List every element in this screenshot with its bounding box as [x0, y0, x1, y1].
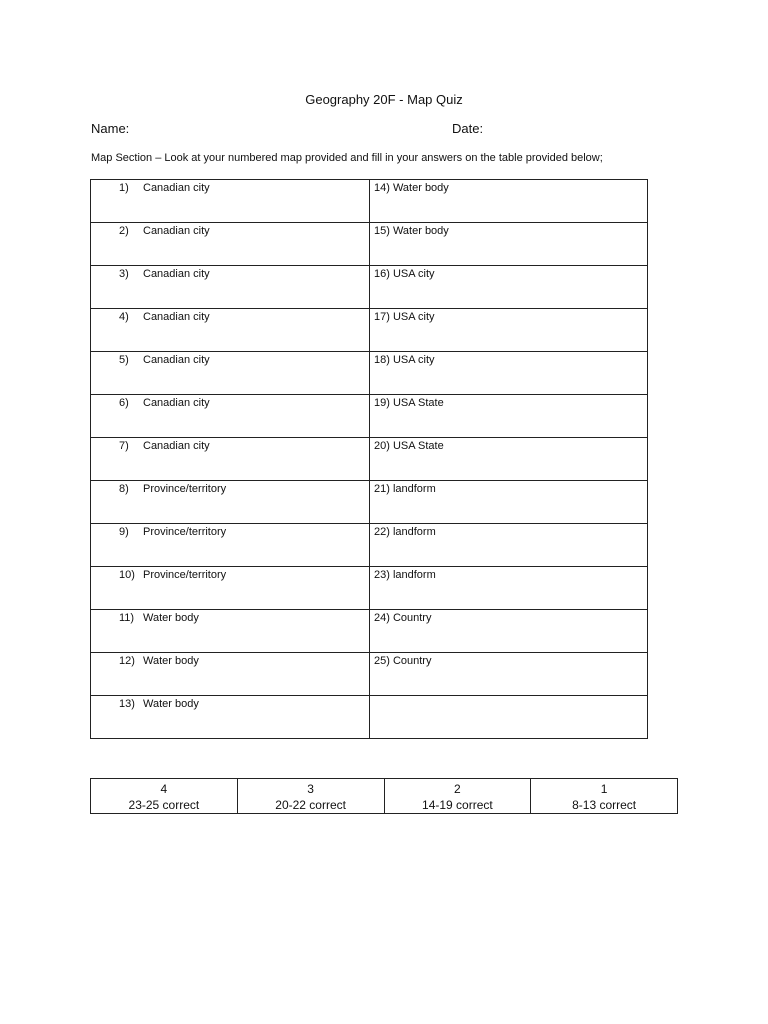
item-number: 4): [119, 311, 129, 323]
item-number: 8): [119, 483, 129, 495]
answer-cell[interactable]: [91, 180, 370, 223]
answer-cell[interactable]: [91, 395, 370, 438]
table-row: [91, 266, 648, 309]
answer-cell[interactable]: [370, 567, 648, 610]
answer-cell[interactable]: [370, 266, 648, 309]
item-label: 17) USA city: [374, 311, 435, 323]
answer-cell[interactable]: [91, 653, 370, 696]
table-row: [91, 438, 648, 481]
item-label: 19) USA State: [374, 397, 444, 409]
item-number: 5): [119, 354, 129, 366]
item-label: 20) USA State: [374, 440, 444, 452]
score-value: 3: [307, 781, 314, 796]
item-label: Canadian city: [143, 268, 210, 280]
table-row: [91, 567, 648, 610]
item-label: 25) Country: [374, 655, 432, 667]
answer-cell[interactable]: [370, 438, 648, 481]
table-row: [91, 481, 648, 524]
item-number: 12): [119, 655, 135, 667]
answer-cell[interactable]: [91, 223, 370, 266]
table-row: [91, 223, 648, 266]
answer-cell-empty[interactable]: [370, 696, 648, 739]
item-number: 9): [119, 526, 129, 538]
answer-cell[interactable]: [370, 352, 648, 395]
item-number: 7): [119, 440, 129, 452]
table-row: [91, 696, 648, 739]
score-range: 20-22 correct: [275, 797, 346, 812]
item-number: 11): [119, 612, 135, 624]
answer-cell[interactable]: [370, 524, 648, 567]
score-range: 14-19 correct: [422, 797, 493, 812]
score-range: 23-25 correct: [128, 797, 200, 812]
score-table: [90, 778, 678, 814]
score-cell: [237, 779, 384, 814]
answer-cell[interactable]: [370, 395, 648, 438]
item-label: 22) landform: [374, 526, 436, 538]
answer-cell[interactable]: [91, 266, 370, 309]
page-title: Geography 20F - Map Quiz: [305, 92, 463, 107]
item-label: Province/territory: [143, 483, 227, 495]
item-label: 24) Country: [374, 612, 432, 624]
answer-cell[interactable]: [91, 524, 370, 567]
item-label: Province/territory: [143, 526, 227, 538]
answer-cell[interactable]: [370, 309, 648, 352]
item-label: Water body: [143, 698, 199, 710]
item-label: Canadian city: [143, 182, 210, 194]
score-value: 1: [600, 781, 608, 796]
table-row: [91, 653, 648, 696]
answer-cell[interactable]: [91, 438, 370, 481]
name-label: Name:: [91, 121, 130, 136]
item-label: 21) landform: [374, 483, 436, 495]
item-label: Canadian city: [143, 397, 210, 409]
instructions-text: Map Section – Look at your numbered map provided and fill in your answers on the table provided below;: [91, 152, 603, 164]
item-label: 23) landform: [374, 569, 436, 581]
item-number: 13): [119, 698, 135, 710]
item-label: Water body: [143, 655, 199, 667]
table-row: [91, 352, 648, 395]
item-label: Canadian city: [143, 225, 210, 237]
answer-cell[interactable]: [370, 653, 648, 696]
answer-cell[interactable]: [91, 481, 370, 524]
item-label: 18) USA city: [374, 354, 435, 366]
item-label: Canadian city: [143, 440, 210, 452]
date-label: Date:: [452, 121, 484, 136]
item-label: 16) USA city: [374, 268, 435, 280]
item-label: Canadian city: [143, 354, 210, 366]
answer-cell[interactable]: [91, 610, 370, 653]
score-value: 4: [160, 781, 168, 796]
table-row: [91, 610, 648, 653]
table-row: [91, 779, 678, 814]
score-cell: [531, 779, 678, 814]
table-row: [91, 395, 648, 438]
score-range: 8-13 correct: [572, 797, 637, 812]
table-row: [91, 180, 648, 223]
answer-cell[interactable]: [91, 309, 370, 352]
item-label: 14) Water body: [374, 182, 449, 194]
score-cell: [91, 779, 238, 814]
item-number: 3): [119, 268, 129, 280]
answer-cell[interactable]: [370, 223, 648, 266]
item-label: Water body: [143, 612, 199, 624]
score-value: 2: [454, 781, 461, 796]
quiz-answer-table: [90, 179, 648, 739]
answer-cell[interactable]: [370, 610, 648, 653]
answer-cell[interactable]: [370, 481, 648, 524]
table-row: [91, 309, 648, 352]
item-label: Canadian city: [143, 311, 210, 323]
table-row: [91, 524, 648, 567]
answer-cell[interactable]: [91, 696, 370, 739]
answer-cell[interactable]: [91, 352, 370, 395]
answer-cell[interactable]: [91, 567, 370, 610]
item-label: 15) Water body: [374, 225, 449, 237]
score-cell: [384, 779, 531, 814]
item-number: 10): [119, 569, 135, 581]
item-number: 6): [119, 397, 129, 409]
item-label: Province/territory: [143, 569, 227, 581]
item-number: 2): [119, 225, 129, 237]
answer-cell[interactable]: [370, 180, 648, 223]
item-number: 1): [119, 182, 129, 194]
